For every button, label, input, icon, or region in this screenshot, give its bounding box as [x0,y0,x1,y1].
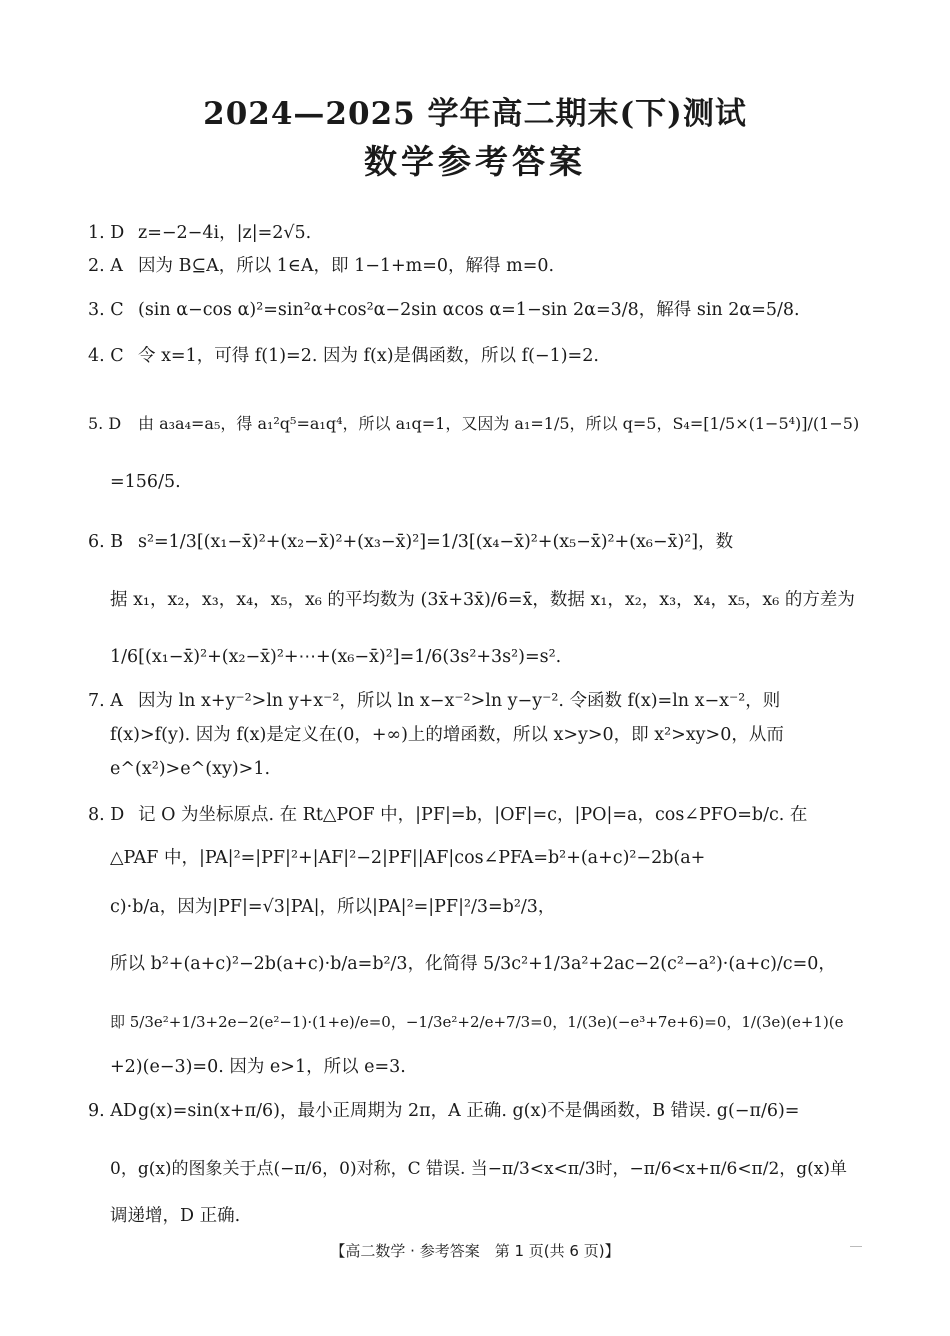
answer-5-cont: =156/5. [110,472,181,492]
answer-text: (sin α−cos α)²=sin²α+cos²α−2sin αcos α=1−sin 2α=3/8，解得 sin 2α=5/8. [138,300,800,320]
answer-text: 因为 B⊆A，所以 1∈A，即 1−1+m=0，解得 m=0. [138,256,555,276]
page-footer: 【高二数学 · 参考答案 第 1 页(共 6 页)】 [330,1242,620,1260]
answer-number: 6. B [88,532,124,552]
page-title: 2024—2025 学年高二期末(下)测试 [203,96,747,132]
answer-number: 2. A [88,256,123,276]
answer-text: s²=1/3[(x₁−x̄)²+(x₂−x̄)²+(x₃−x̄)²]=1/3[(x₄−x̄)²+(x₅−x̄)²+(x₆−x̄)²]，数 [138,532,734,552]
answer-9-cont: 0，g(x)的图象关于点(−π/6，0)对称，C 错误. 当−π/3<x<π/3时，−π/6<x+π/6<π/2，g(x)单 [110,1159,848,1179]
answer-3 [88,298,863,322]
answer-text: 由 a₃a₄=a₅，得 a₁²q⁵=a₁q⁴，所以 a₁q=1，又因为 a₁=1/5，所以 q=5，S₄=[1/5×(1−5⁴)]/(1−5) [138,414,860,433]
page-mark [850,1246,862,1247]
answer-2 [88,254,863,278]
answer-6-cont: 据 x₁，x₂，x₃，x₄，x₅，x₆ 的平均数为 (3x̄+3x̄)/6=x̄，数据 x₁，x₂，x₃，x₄，x₅，x₆ 的方差为 [110,590,855,610]
answer-9 [88,1099,863,1123]
answer-number: 1. D [88,223,125,243]
answer-1 [88,221,863,245]
page-subtitle: 数学参考答案 [364,142,586,181]
answer-8-cont: △PAF 中，|PA|²=|PF|²+|AF|²−2|PF||AF|cos∠PFA=b²+(a+c)²−2b(a+ [110,848,706,868]
answer-6 [88,530,863,554]
answer-6-cont: 1/6[(x₁−x̄)²+(x₂−x̄)²+⋯+(x₆−x̄)²]=1/6(3s²+3s²)=s². [110,647,562,667]
answer-8-cont: 所以 b²+(a+c)²−2b(a+c)·b/a=b²/3，化简得 5/3c²+1/3a²+2ac−2(c²−a²)·(a+c)/c=0， [110,954,836,974]
answer-8-cont: c)·b/a，因为|PF|=√3|PA|，所以|PA|²=|PF|²/3=b²/3， [110,897,556,917]
answer-number: 5. D [88,414,122,433]
answer-text: 因为 ln x+y⁻²>ln y+x⁻²，所以 ln x−x⁻²>ln y−y⁻². 令函数 f(x)=ln x−x⁻²，则 [138,691,781,711]
answer-5 [88,412,863,436]
answer-number: 3. C [88,300,124,320]
answer-7-cont: f(x)>f(y). 因为 f(x)是定义在(0，+∞)上的增函数，所以 x>y>0，即 x²>xy>0，从而 [110,725,784,745]
answer-number: 9. AD [88,1101,137,1121]
answer-8-cont: +2)(e−3)=0. 因为 e>1，所以 e=3. [110,1057,406,1077]
answer-number: 7. A [88,691,123,711]
answer-4 [88,344,863,368]
answer-8 [88,803,863,827]
answer-number: 8. D [88,805,125,825]
answer-number: 4. C [88,346,124,366]
answer-text: 记 O 为坐标原点. 在 Rt△POF 中，|PF|=b，|OF|=c，|PO|=a，cos∠PFO=b/c. 在 [138,805,808,825]
answer-7 [88,689,863,713]
answer-text: 令 x=1，可得 f(1)=2. 因为 f(x)是偶函数，所以 f(−1)=2. [138,346,599,366]
answer-7-cont: e^(x²)>e^(xy)>1. [110,759,271,779]
answer-8-cont: 即 5/3e²+1/3+2e−2(e²−1)·(1+e)/e=0，−1/3e²+2/e+7/3=0，1/(3e)(−e³+7e+6)=0，1/(3e)(e+1)(e [110,1013,844,1031]
answer-text: g(x)=sin(x+π/6)，最小正周期为 2π，A 正确. g(x)不是偶函数，B 错误. g(−π/6)= [138,1101,800,1121]
answer-text: z=−2−4i，|z|=2√5. [138,223,312,243]
answer-9-cont: 调递增，D 正确. [110,1206,241,1226]
